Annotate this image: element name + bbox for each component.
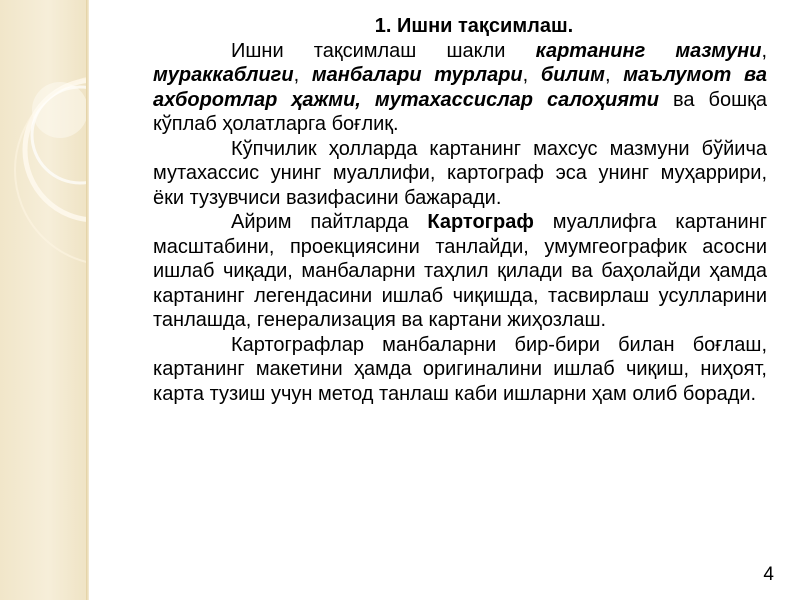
paragraph-1-sep-2: , bbox=[293, 64, 312, 86]
side-panel-edge bbox=[86, 0, 89, 600]
paragraph-3-text-a: Айрим пайтларда bbox=[231, 211, 428, 233]
slide-content bbox=[153, 14, 767, 406]
paragraph-3 bbox=[153, 210, 767, 333]
paragraph-3-emph: Картограф bbox=[427, 211, 534, 233]
paragraph-1-emph-1: картанинг мазмуни bbox=[535, 39, 762, 62]
paragraph-1-sep-1: , bbox=[761, 39, 767, 62]
paragraph-1-emph-2: мураккаблиги bbox=[153, 64, 294, 86]
paragraph-3-text-c: муаллифга картанинг масштабини, проекциясини танлайди, умумгеографик асосни ишлаб чиқади, манбаларни таҳлил қилади ва баҳолайди ҳамда картанинг легендасини ишлаб чиқишда, тасвирлаш усулларини танлашда, генерализация ва картани жиҳозлаш. bbox=[153, 211, 768, 331]
paragraph-1-sep-3: , bbox=[522, 64, 541, 86]
slide-heading: 1. Ишни тақсимлаш. bbox=[374, 15, 574, 37]
paragraph-1-emph-4: билим bbox=[540, 64, 605, 86]
paragraph-4: Картографлар манбаларни бир-бири билан боғлаш, картанинг макетини ҳамда оригиналини ишлаб чиқиш, ниҳоят, карта тузиш учун метод танлаш каби ишларни ҳам олиб боради. bbox=[153, 333, 767, 405]
paragraph-2: Кўпчилик ҳолларда картанинг махсус мазмуни бўйича мутахассис унинг муаллифи, картограф эса унинг муҳаррири, ёки тузувчиси вазифасини бажаради. bbox=[153, 137, 767, 209]
paragraph-1 bbox=[153, 39, 767, 137]
decorative-circles bbox=[0, 0, 88, 600]
paragraph-1-emph-3: манбалари турлари bbox=[311, 64, 523, 86]
paragraph-1-text-a: Ишни тақсимлаш шакли bbox=[231, 39, 536, 62]
page-number: 4 bbox=[763, 564, 774, 585]
paragraph-1-text-d: ва бошқа кўплаб ҳолатларга боғлиқ. bbox=[153, 88, 767, 135]
paragraph-1-sep-4: , bbox=[604, 64, 624, 86]
paragraph-1-emph-5: маълумот ва ахборотлар ҳажми, мутахассислар салоҳияти bbox=[153, 64, 767, 111]
decorative-side-panel bbox=[0, 0, 88, 600]
